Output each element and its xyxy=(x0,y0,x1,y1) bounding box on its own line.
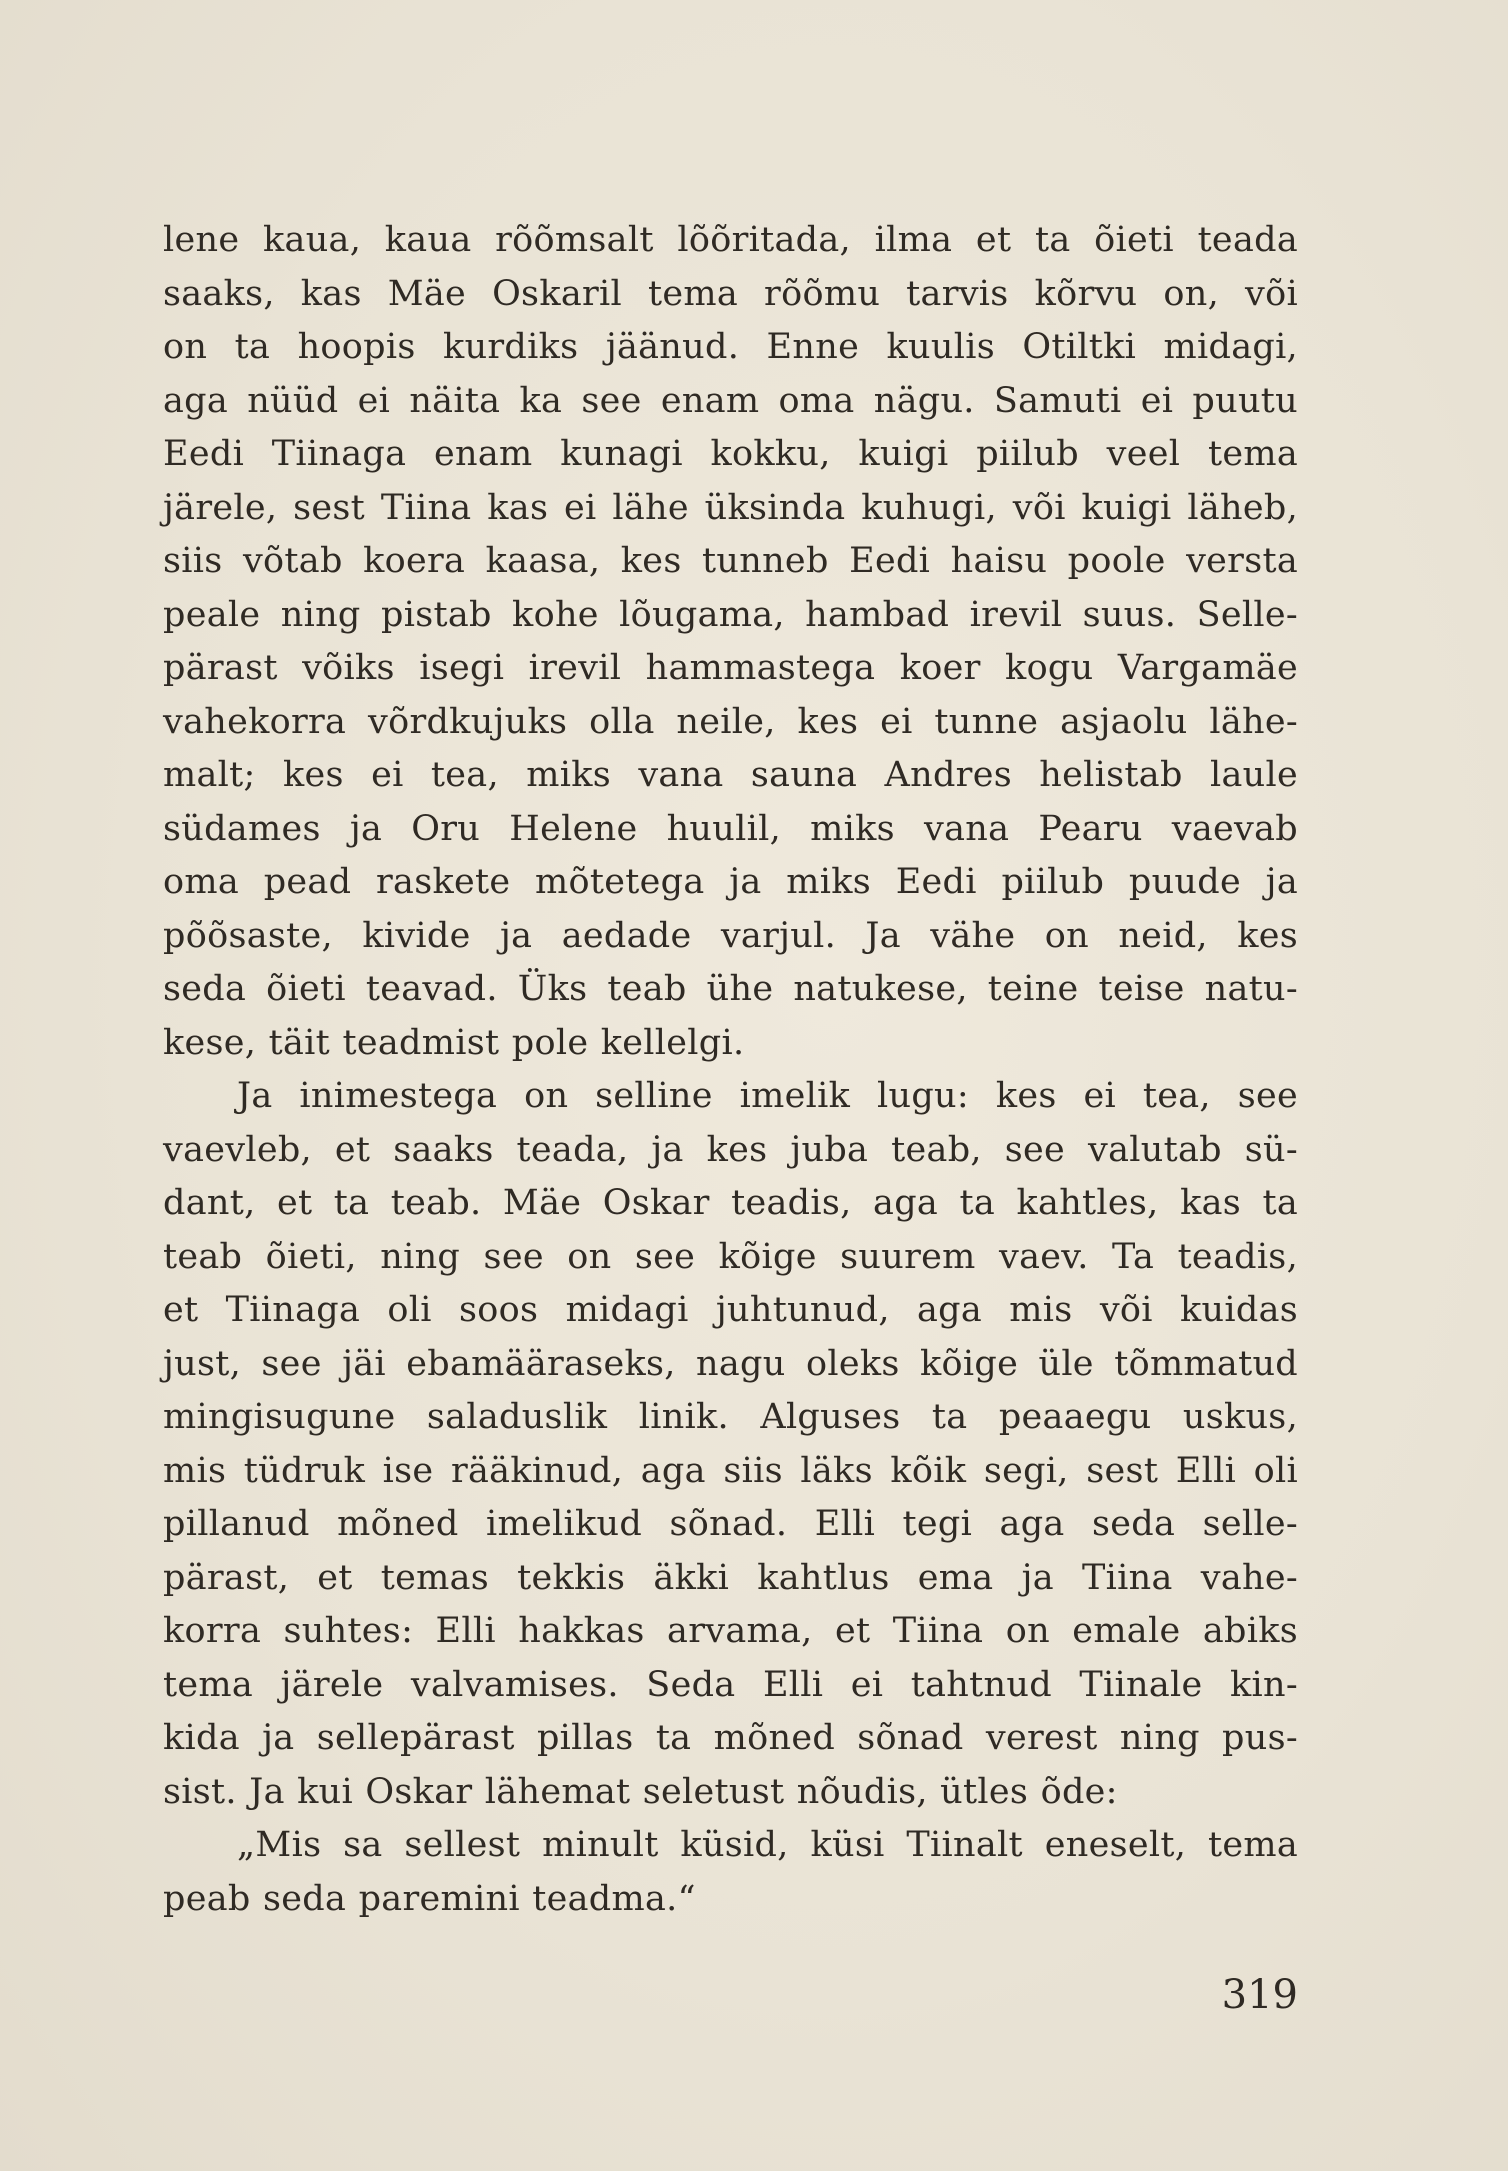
text-line: teab õieti, ning see on see kõige suurem vaev. Ta teadis, xyxy=(163,1236,1298,1277)
text-line: peab seda paremini teadma.“ xyxy=(163,1878,696,1919)
text-line: vaevleb, et saaks teada, ja kes juba teab, see valutab sü- xyxy=(163,1129,1298,1170)
text-line: kida ja sellepärast pillas ta mõned sõnad verest ning pus- xyxy=(163,1718,1298,1758)
text-line: südames ja Oru Helene huulil, miks vana Pearu vaevab xyxy=(163,808,1298,849)
text-line: korra suhtes: Elli hakkas arvama, et Tiina on emale abiks xyxy=(163,1611,1298,1651)
text-line: seda õieti teavad. Üks teab ühe natukese, teine teise natu- xyxy=(163,969,1298,1009)
text-line: dant, et ta teab. Mäe Oskar teadis, aga ta kahtles, kas ta xyxy=(163,1183,1298,1223)
text-line: pärast võiks isegi irevil hammastega koer kogu Vargamäe xyxy=(163,648,1298,688)
text-line: malt; kes ei tea, miks vana sauna Andres helistab laule xyxy=(163,755,1298,795)
text-line: aga nüüd ei näita ka see enam oma nägu. Samuti ei puutu xyxy=(163,380,1298,421)
text-line: pärast, et temas tekkis äkki kahtlus ema ja Tiina vahe- xyxy=(163,1557,1298,1598)
text-line: mis tüdruk ise rääkinud, aga siis läks kõik segi, sest Elli oli xyxy=(163,1450,1298,1491)
text-line: tema järele valvamises. Seda Elli ei tahtnud Tiinale kin- xyxy=(163,1664,1298,1705)
page-number: 319 xyxy=(1221,1972,1298,2018)
text-line: kese, täit teadmist pole kellelgi. xyxy=(163,1022,745,1063)
text-line: saaks, kas Mäe Oskaril tema rõõmu tarvis kõrvu on, või xyxy=(163,273,1298,314)
text-line: mingisugune saladuslik linik. Alguses ta peaaegu uskus, xyxy=(163,1397,1298,1437)
text-line: „Mis sa sellest minult küsid, küsi Tiinalt eneselt, tema xyxy=(237,1825,1298,1865)
text-line: siis võtab koera kaasa, kes tunneb Eedi haisu poole versta xyxy=(163,541,1298,581)
text-line: vahekorra võrdkujuks olla neile, kes ei tunne asjaolu lähe- xyxy=(163,701,1298,742)
text-line: lene kaua, kaua rõõmsalt lõõritada, ilma et ta õieti teada xyxy=(163,220,1298,260)
text-line: peale ning pistab kohe lõugama, hambad irevil suus. Selle- xyxy=(163,594,1298,635)
text-line: põõsaste, kivide ja aedade varjul. Ja vähe on neid, kes xyxy=(163,915,1298,956)
text-line: pillanud mõned imelikud sõnad. Elli tegi aga seda selle- xyxy=(163,1504,1298,1544)
text-line: oma pead raskete mõtetega ja miks Eedi piilub puude ja xyxy=(163,862,1298,902)
text-line: et Tiinaga oli soos midagi juhtunud, aga mis või kuidas xyxy=(163,1290,1298,1330)
body-text xyxy=(163,214,1298,1926)
text-line: just, see jäi ebamääraseks, nagu oleks kõige üle tõmmatud xyxy=(163,1343,1298,1384)
text-line: järele, sest Tiina kas ei lähe üksinda kuhugi, või kuigi läheb, xyxy=(163,487,1298,528)
text-line: Ja inimestega on selline imelik lugu: kes ei tea, see xyxy=(237,1076,1298,1116)
text-line: on ta hoopis kurdiks jäänud. Enne kuulis Otiltki midagi, xyxy=(163,327,1298,367)
text-line: sist. Ja kui Oskar lähemat seletust nõudis, ütles õde: xyxy=(163,1771,1118,1812)
text-line: Eedi Tiinaga enam kunagi kokku, kuigi piilub veel tema xyxy=(163,434,1298,474)
